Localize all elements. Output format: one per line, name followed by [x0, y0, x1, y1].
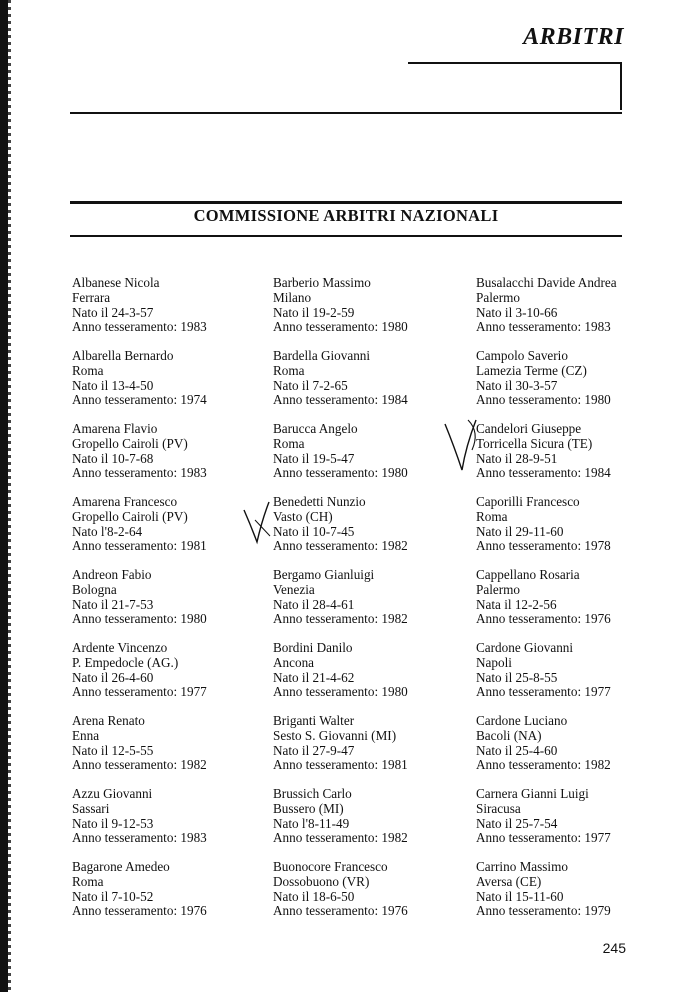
referee-name: Caporilli Francesco [476, 494, 580, 509]
referee-entry [72, 641, 272, 714]
referee-city: Roma [72, 362, 104, 378]
referee-city: Bacoli (NA) [476, 727, 542, 743]
referee-name: Barucca Angelo [273, 421, 358, 436]
referee-entry [72, 422, 272, 495]
referee-birth: Nato il 28-4-61 [273, 596, 355, 612]
referee-city: Siracusa [476, 800, 521, 816]
referee-name: Benedetti Nunzio [273, 494, 366, 509]
referee-city: Dossobuono (VR) [273, 873, 370, 889]
referee-registration-year: Anno tesseramento: 1976 [476, 611, 611, 627]
referee-entry [273, 860, 473, 933]
referee-registration-year: Anno tesseramento: 1980 [476, 392, 611, 408]
referee-registration-year: Anno tesseramento: 1984 [273, 392, 408, 408]
header-rule [70, 112, 622, 114]
commission-title: COMMISSIONE ARBITRI NAZIONALI [193, 206, 499, 225]
referee-name: Briganti Walter [273, 713, 355, 728]
referee-registration-year: Anno tesseramento: 1982 [273, 611, 408, 627]
referee-birth: Nato il 10-7-68 [72, 450, 154, 466]
referee-city: Roma [72, 873, 104, 889]
referee-birth: Nato il 29-11-60 [476, 523, 564, 539]
referee-registration-year: Anno tesseramento: 1976 [72, 903, 207, 919]
referee-registration-year: Anno tesseramento: 1982 [476, 757, 611, 773]
referee-name: Bordini Danilo [273, 640, 353, 655]
referee-city: Aversa (CE) [476, 873, 542, 889]
referee-birth: Nato il 30-3-57 [476, 377, 558, 393]
referee-birth: Nato il 7-10-52 [72, 888, 154, 904]
referee-city: Palermo [476, 581, 520, 597]
referee-name: Brussich Carlo [273, 786, 352, 801]
referee-birth: Nato il 25-8-55 [476, 669, 558, 685]
referee-name: Cardone Luciano [476, 713, 568, 728]
referee-entry [273, 495, 473, 568]
referee-city: Gropello Cairoli (PV) [72, 508, 188, 524]
referee-entry [476, 495, 676, 568]
referee-entry [273, 787, 473, 860]
referee-name: Barberio Massimo [273, 275, 371, 290]
referee-registration-year: Anno tesseramento: 1980 [72, 611, 207, 627]
referee-entry [476, 349, 676, 422]
referee-city: Roma [273, 435, 305, 451]
referee-name: Campolo Saverio [476, 348, 568, 363]
referee-registration-year: Anno tesseramento: 1983 [72, 319, 207, 335]
referee-name: Cardone Giovanni [476, 640, 574, 655]
referee-entry [476, 422, 676, 495]
referee-birth: Nato il 12-5-55 [72, 742, 154, 758]
referee-city: Sesto S. Giovanni (MI) [273, 727, 397, 743]
referee-entry [476, 276, 676, 349]
referee-registration-year: Anno tesseramento: 1980 [273, 465, 408, 481]
title-rule-top [70, 201, 622, 204]
referee-city: Gropello Cairoli (PV) [72, 435, 188, 451]
referee-registration-year: Anno tesseramento: 1974 [72, 392, 207, 408]
referee-birth: Nato il 21-4-62 [273, 669, 355, 685]
binding-perforation [8, 0, 11, 992]
referee-name: Ardente Vincenzo [72, 640, 168, 655]
section-title: ARBITRI [523, 24, 624, 50]
page-binding-edge [0, 0, 8, 992]
referee-birth: Nato il 13-4-50 [72, 377, 154, 393]
referee-birth: Nato il 19-2-59 [273, 304, 355, 320]
referee-birth: Nato il 15-11-60 [476, 888, 564, 904]
referee-registration-year: Anno tesseramento: 1983 [476, 319, 611, 335]
referee-registration-year: Anno tesseramento: 1984 [476, 465, 611, 481]
referee-registration-year: Anno tesseramento: 1977 [476, 684, 611, 700]
referee-name: Bardella Giovanni [273, 348, 371, 363]
referee-name: Albanese Nicola [72, 275, 160, 290]
referee-birth: Nato l'8-2-64 [72, 523, 143, 539]
referee-name: Busalacchi Davide Andrea [476, 275, 617, 290]
referee-city: Ferrara [72, 289, 111, 305]
referee-city: Vasto (CH) [273, 508, 333, 524]
referee-entry [273, 276, 473, 349]
referee-birth: Nato il 10-7-45 [273, 523, 355, 539]
referee-registration-year: Anno tesseramento: 1981 [273, 757, 408, 773]
referee-entry [273, 568, 473, 641]
referee-registration-year: Anno tesseramento: 1977 [476, 830, 611, 846]
page-number: 245 [602, 940, 626, 956]
referee-birth: Nato il 3-10-66 [476, 304, 558, 320]
referee-birth: Nato il 9-12-53 [72, 815, 154, 831]
referee-registration-year: Anno tesseramento: 1980 [273, 319, 408, 335]
referee-city: Lamezia Terme (CZ) [476, 362, 587, 378]
referee-city: Ancona [273, 654, 315, 670]
referee-column-1 [72, 276, 272, 933]
referee-name: Bagarone Amedeo [72, 859, 170, 874]
referee-name: Albarella Bernardo [72, 348, 174, 363]
referee-registration-year: Anno tesseramento: 1976 [273, 903, 408, 919]
referee-birth: Nato il 26-4-60 [72, 669, 154, 685]
referee-city: Venezia [273, 581, 315, 597]
referee-registration-year: Anno tesseramento: 1978 [476, 538, 611, 554]
handwritten-check-mark-candelori [442, 416, 482, 476]
referee-entry [72, 787, 272, 860]
referee-entry [476, 787, 676, 860]
referee-birth: Nato il 21-7-53 [72, 596, 154, 612]
referee-name: Amarena Francesco [72, 494, 178, 509]
referee-registration-year: Anno tesseramento: 1983 [72, 830, 207, 846]
referee-city: Bologna [72, 581, 117, 597]
referee-birth: Nato l'8-11-49 [273, 815, 350, 831]
referee-registration-year: Anno tesseramento: 1982 [273, 830, 408, 846]
referee-name: Arena Renato [72, 713, 145, 728]
referee-entry [273, 641, 473, 714]
referee-entry [72, 349, 272, 422]
referee-city: Roma [476, 508, 508, 524]
referee-entry [273, 349, 473, 422]
referee-name: Amarena Flavio [72, 421, 158, 436]
referee-registration-year: Anno tesseramento: 1982 [273, 538, 408, 554]
referee-entry [476, 860, 676, 933]
referee-city: P. Empedocle (AG.) [72, 654, 179, 670]
referee-registration-year: Anno tesseramento: 1979 [476, 903, 611, 919]
referee-entry [72, 714, 272, 787]
referee-name: Carnera Gianni Luigi [476, 786, 589, 801]
handwritten-check-mark-benedetti [242, 500, 272, 548]
referee-name: Andreon Fabio [72, 567, 152, 582]
referee-birth: Nato il 25-4-60 [476, 742, 558, 758]
referee-birth: Nato il 7-2-65 [273, 377, 348, 393]
referee-entry [476, 641, 676, 714]
referee-name: Cappellano Rosaria [476, 567, 580, 582]
referee-city: Bussero (MI) [273, 800, 344, 816]
referee-city: Enna [72, 727, 100, 743]
referee-registration-year: Anno tesseramento: 1980 [273, 684, 408, 700]
referee-birth: Nato il 24-3-57 [72, 304, 154, 320]
referee-name: Buonocore Francesco [273, 859, 388, 874]
referee-birth: Nato il 28-9-51 [476, 450, 558, 466]
referee-birth: Nato il 27-9-47 [273, 742, 355, 758]
referee-registration-year: Anno tesseramento: 1983 [72, 465, 207, 481]
title-rule-bottom [70, 235, 622, 237]
referee-city: Milano [273, 289, 312, 305]
referee-entry [476, 714, 676, 787]
referee-city: Torricella Sicura (TE) [476, 435, 593, 451]
referee-entry [273, 714, 473, 787]
referee-column-2 [273, 276, 473, 933]
referee-entry [72, 276, 272, 349]
referee-city: Palermo [476, 289, 520, 305]
referee-name: Carrino Massimo [476, 859, 568, 874]
referee-city: Napoli [476, 654, 512, 670]
referee-birth: Nato il 18-6-50 [273, 888, 355, 904]
header-bracket [408, 62, 622, 110]
referee-name: Candelori Giuseppe [476, 421, 582, 436]
referee-entry [72, 568, 272, 641]
referee-registration-year: Anno tesseramento: 1982 [72, 757, 207, 773]
referee-registration-year: Anno tesseramento: 1981 [72, 538, 207, 554]
referee-birth: Nato il 19-5-47 [273, 450, 355, 466]
referee-city: Roma [273, 362, 305, 378]
referee-column-3 [476, 276, 676, 933]
referee-entry [72, 860, 272, 933]
referee-city: Sassari [72, 800, 110, 816]
referee-registration-year: Anno tesseramento: 1977 [72, 684, 207, 700]
referee-name: Azzu Giovanni [72, 786, 153, 801]
referee-entry [476, 568, 676, 641]
referee-birth: Nata il 12-2-56 [476, 596, 557, 612]
referee-name: Bergamo Gianluigi [273, 567, 375, 582]
referee-birth: Nato il 25-7-54 [476, 815, 558, 831]
